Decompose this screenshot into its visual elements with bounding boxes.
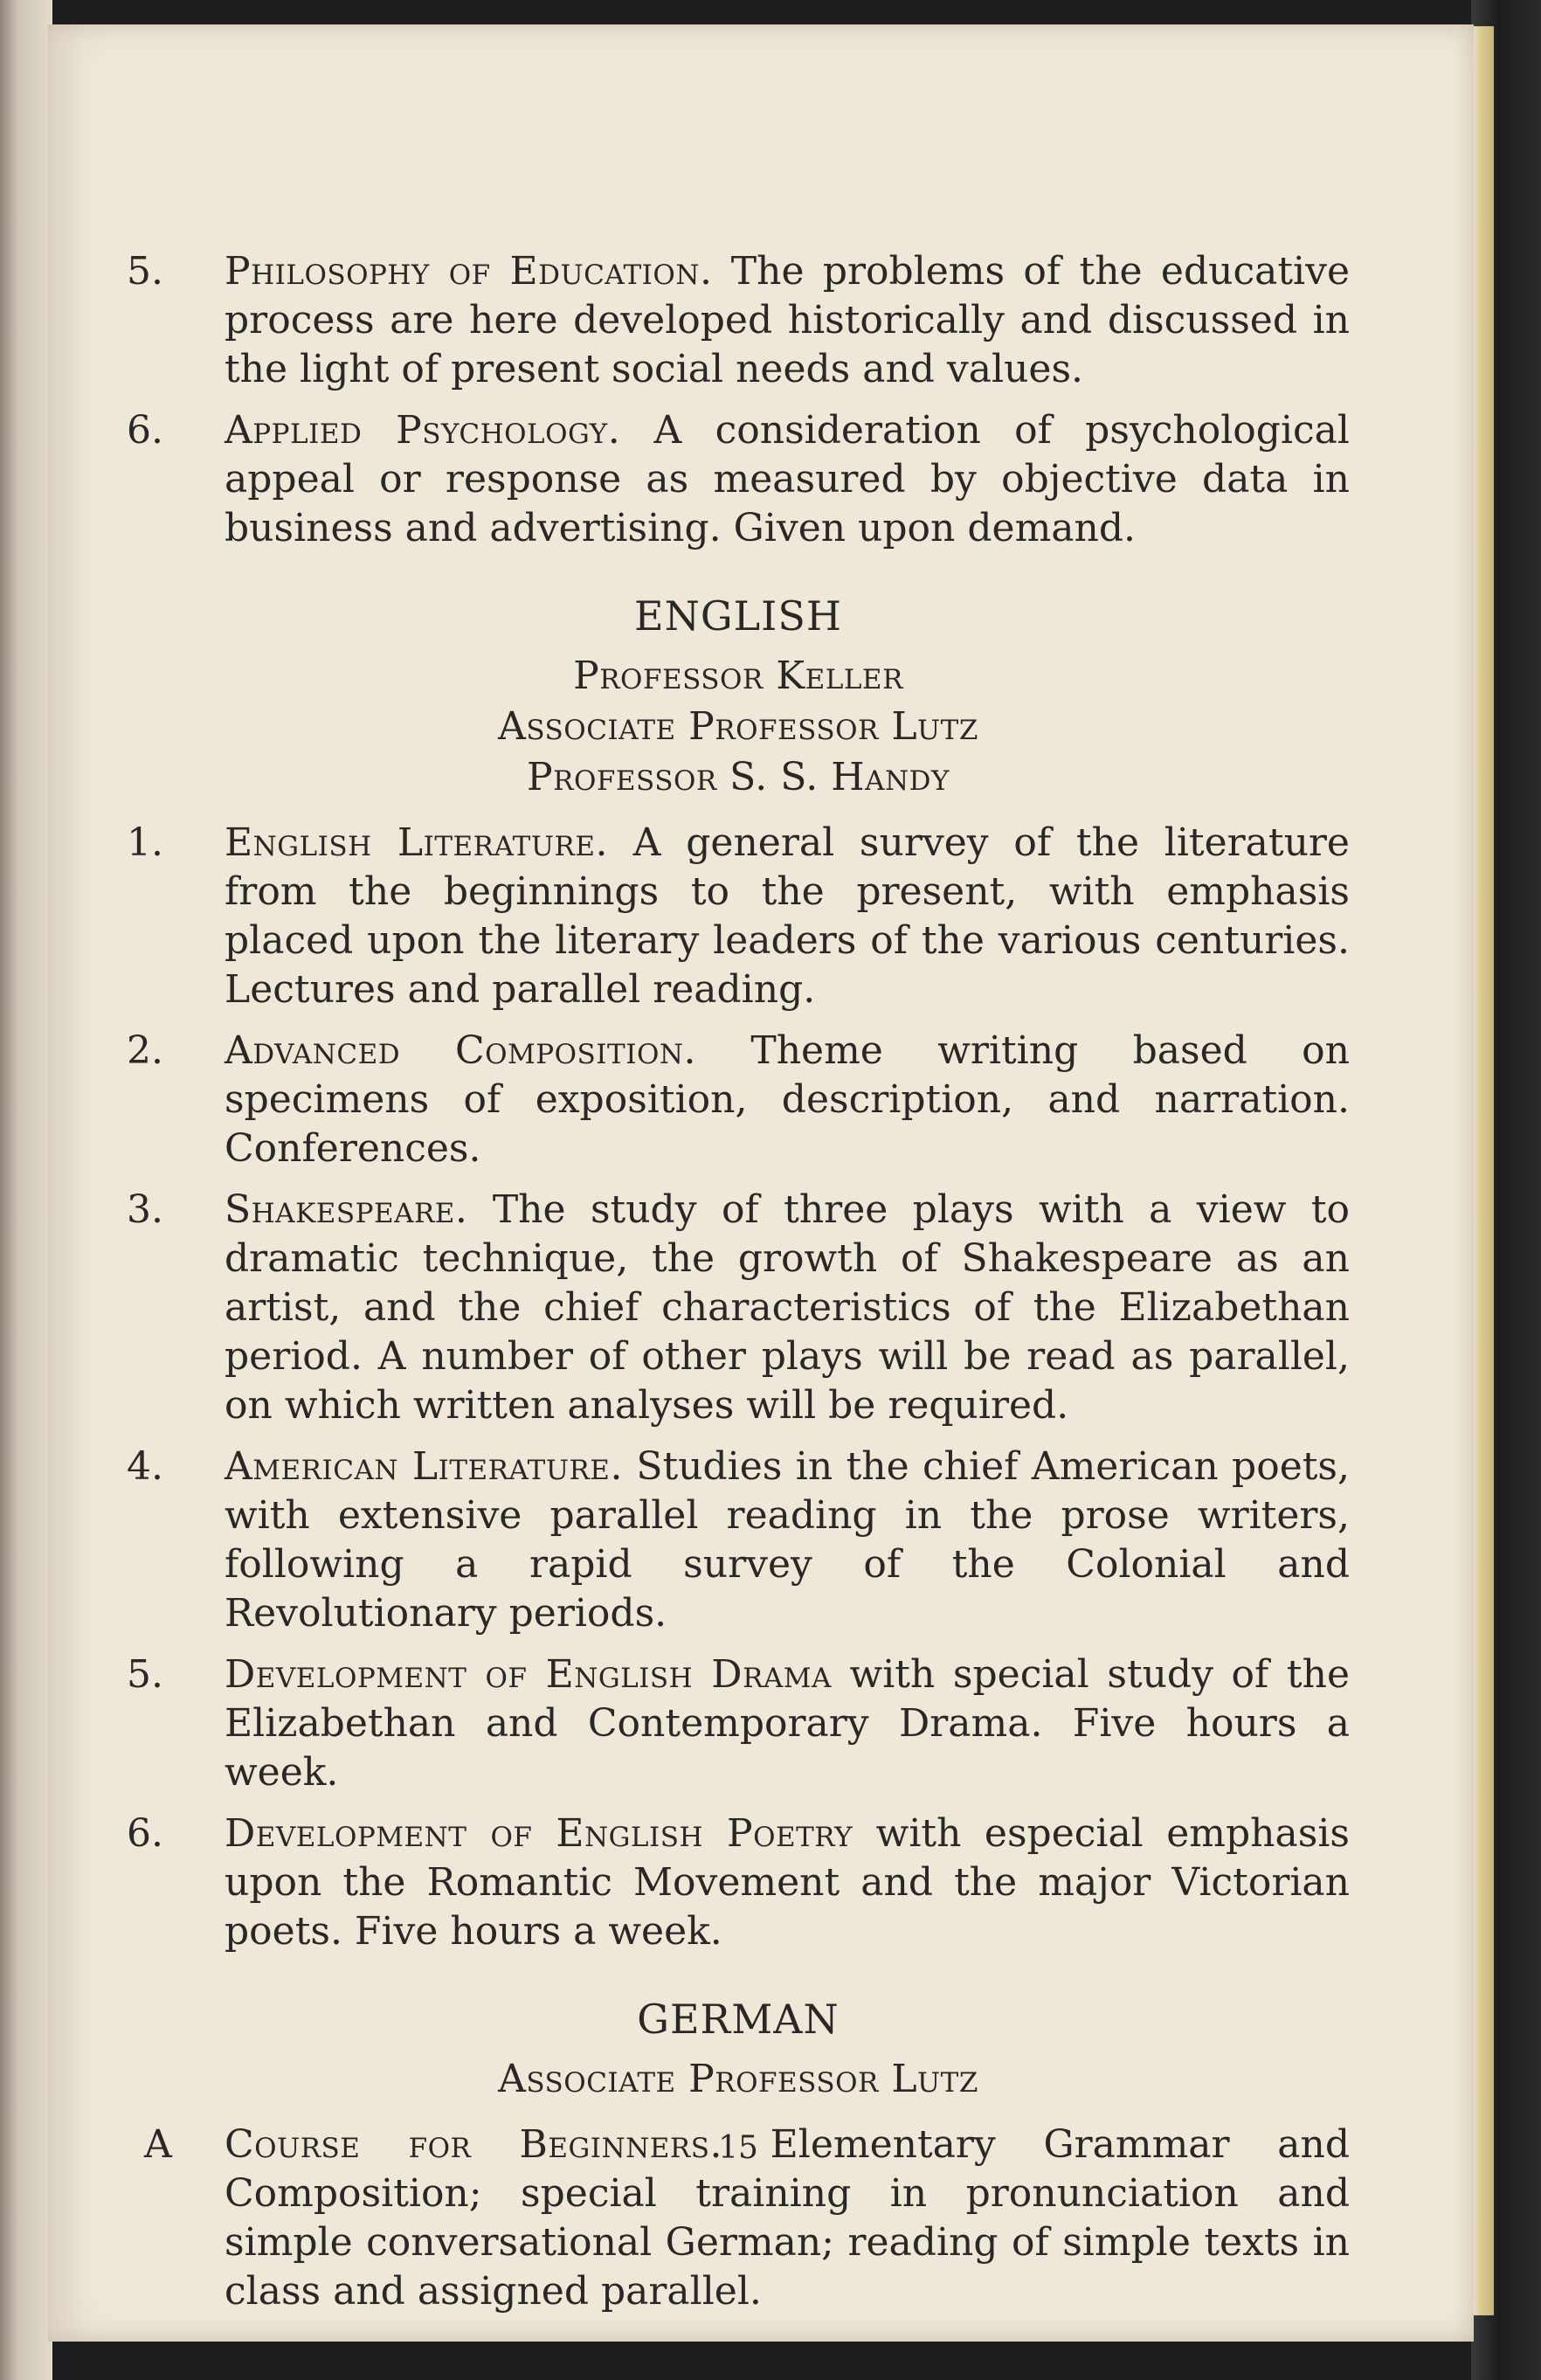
course-number: 3. [127,1187,163,1232]
course-number: 6. [127,1811,163,1856]
course-title: American Literature. [225,1444,623,1489]
course-entry [127,247,1350,394]
course-description: The study of three plays with a view to dramatic technique, the growth of Shakespeare as an artist, and the chief characteristics of the Elizabethan period. A number of other plays will be read as parallel, on which written analyses will be required. [225,1187,1350,1428]
page-edges [1471,26,1494,2315]
course-description: Studies in the chief American poets, with extensive parallel reading in the prose writers, following a rapid survey of the Colonial and Revolutionary periods. [225,1444,1350,1636]
course-number: 1. [127,820,163,865]
course-description: with special study of the Elizabethan and Contemporary Drama. Five hours a week. [225,1652,1350,1795]
course-description: A consideration of psychological appeal or response as measured by objective data in business and advertising. Given upon demand. [225,408,1350,550]
department-heading-english: ENGLISH [634,592,842,640]
page-content [127,247,1350,2328]
course-description: with especial emphasis upon the Romantic Movement and the major Victorian poets. Five hours a week. [225,1811,1350,1954]
course-title: Philosophy of Education. [225,249,713,294]
course-number: 4. [127,1444,163,1489]
course-number: 6. [127,408,163,453]
course-title: Shakespeare. [225,1187,468,1232]
course-number: 5. [127,249,163,294]
course-entry [127,819,1350,1014]
course-entry [127,1650,1350,1797]
course-title: Development of English Drama [225,1652,832,1697]
german-faculty [127,2054,1350,2105]
course-title: Development of English Poetry [225,1811,853,1856]
course-description: A general survey of the literature from the beginnings to the present, with emphasis placed upon the literary leaders of the various centuries. Lectures and parallel reading. [225,820,1350,1012]
professor-name: Associate Professor Lutz [498,2057,978,2101]
course-description: Elementary Grammar and Composition; special training in pronunciation and simple conversational German; reading of simple texts in class and assigned parallel. [225,2122,1350,2314]
department-heading-german: GERMAN [637,1996,840,2043]
course-number: A [144,2122,172,2167]
professor-name: Professor Keller [573,654,903,698]
professor-name: Associate Professor Lutz [498,704,978,749]
professor-name: Professor S. S. Handy [527,755,950,799]
course-entry [127,1809,1350,1956]
book-binding-left [0,0,52,2380]
course-number: 5. [127,1652,163,1697]
course-title: Advanced Composition. [225,1028,696,1073]
page-number: 15 [718,2130,758,2166]
course-entry [127,406,1350,553]
course-title: English Literature. [225,820,608,865]
course-title: Applied Psychology. [225,408,621,453]
course-description: The problems of the educative process are here developed historically and discussed in the light of present social needs and values. [225,249,1350,391]
course-description: Theme writing based on specimens of exposition, description, and narration. Conferences. [225,1028,1350,1171]
course-title: Course for Beginners. [225,2122,722,2167]
course-entry [127,1027,1350,1173]
course-entry [127,1443,1350,1638]
course-entry [127,1186,1350,1430]
course-number: 2. [127,1028,163,1073]
english-faculty [127,651,1350,803]
